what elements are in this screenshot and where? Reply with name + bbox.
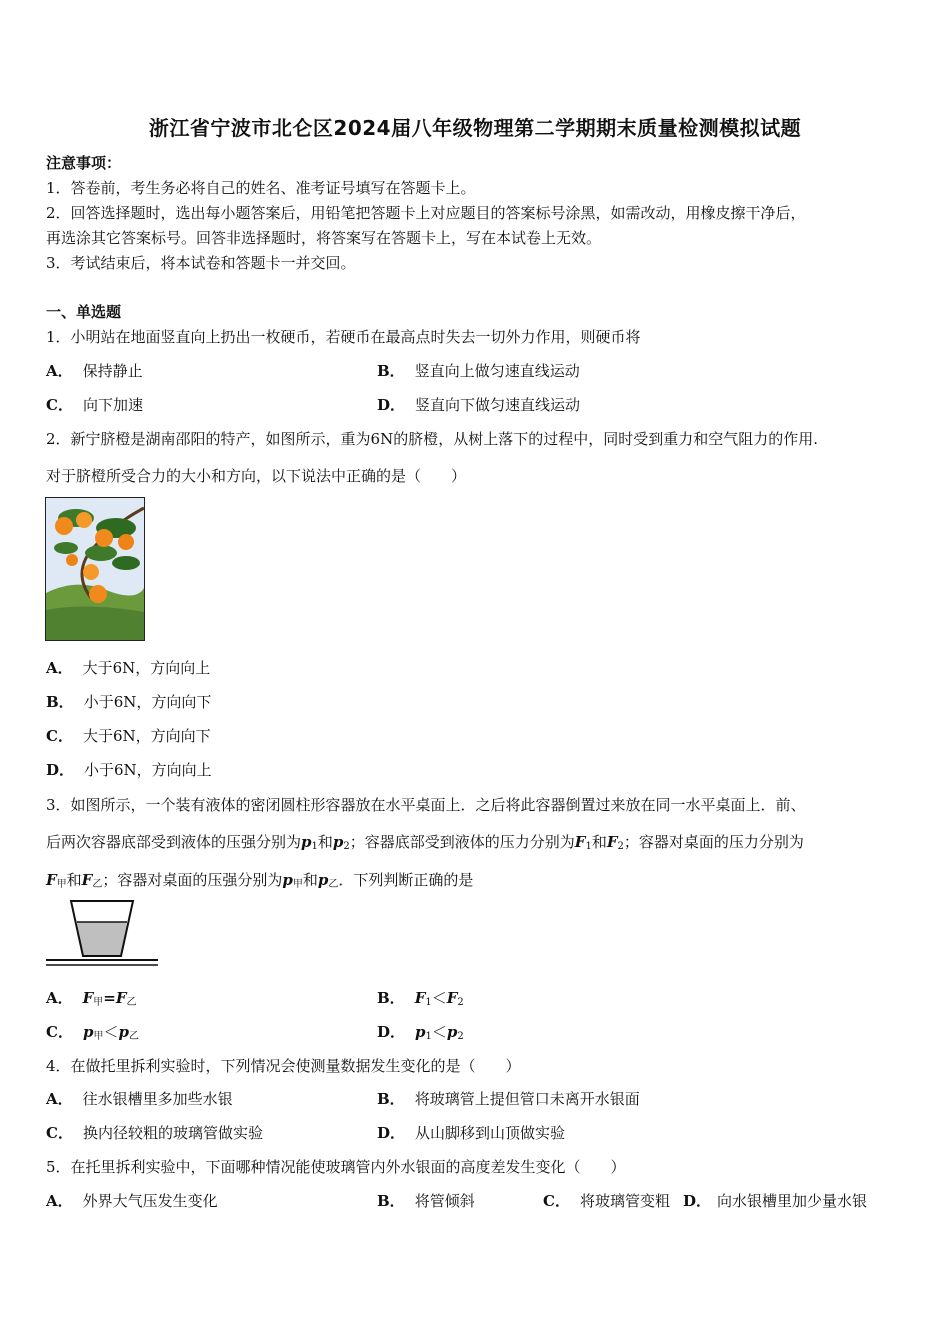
text: 和 [302,871,318,889]
symbol-F: F [446,989,458,1007]
relation: ＜ [431,1023,447,1041]
option-mark: C． [543,1192,570,1210]
option-text: 向水银槽里加少量水银 [717,1192,868,1210]
leaf [112,556,140,570]
q1-option-a[interactable] [46,360,143,381]
symbol-F: F [46,871,57,889]
option-text: 换内径较粗的玻璃管做实验 [82,1124,263,1142]
liquid [77,922,127,956]
q2-option-d[interactable] [46,759,212,780]
option-mark: A． [46,659,73,677]
option-text: 竖直向下做匀速直线运动 [415,396,581,414]
q1-option-d[interactable] [377,394,580,415]
q1-option-b[interactable] [377,360,580,381]
orange [95,529,113,547]
q3-option-c[interactable] [46,1021,139,1042]
option-mark: A． [46,362,73,380]
option-mark: D． [377,1023,406,1041]
orange [89,585,107,603]
text: 和 [591,833,607,851]
q2-stem-cont: 对于脐橙所受合力的大小和方向，以下说法中正确的是（ ） [46,467,467,485]
q2-option-b[interactable] [46,691,211,712]
option-text: 外界大气压发生变化 [82,1192,218,1210]
q5-option-b[interactable] [377,1190,475,1211]
notice-item-2: 2．回答选择题时，选出每小题答案后，用铅笔把答题卡上对应题目的答案标号涂黑，如需改动，用橡皮擦干净后， [46,204,806,222]
text: 和 [317,833,333,851]
q3-option-b[interactable] [377,987,464,1008]
option-text: 大于6N，方向向下 [82,727,211,745]
subscript: 乙 [128,1031,139,1042]
symbol-F: F [574,833,586,851]
option-text: 将管倾斜 [414,1192,475,1210]
symbol-F: F [414,989,426,1007]
q2-option-c[interactable] [46,725,211,746]
q3-option-d[interactable] [377,1021,464,1042]
symbol-p: p [82,1023,94,1041]
subscript: 甲 [93,1031,104,1042]
relation: = [103,989,116,1007]
container-figure [44,898,160,968]
symbol-p: p [332,833,344,851]
subscript: 乙 [126,997,137,1008]
orange [66,554,78,566]
subscript: 2 [343,841,350,852]
subscript: 2 [457,997,464,1008]
relation: ＜ [103,1023,119,1041]
q5-option-c[interactable] [543,1190,670,1211]
q4-stem: 4．在做托里拆利实验时，下列情况会使测量数据发生变化的是（ ） [46,1057,521,1075]
q5-option-d[interactable] [683,1190,867,1211]
q4-option-a[interactable] [46,1088,233,1109]
subscript: 甲 [93,997,104,1008]
option-text: 向下加速 [82,396,143,414]
option-mark: B． [377,362,405,380]
symbol-p: p [301,833,312,851]
q3-option-a[interactable] [46,987,137,1008]
option-mark: A． [46,1090,73,1108]
text: ；容器对桌面的压强分别为 [102,871,283,889]
orange [55,517,73,535]
option-mark: B． [377,1192,405,1210]
subscript: 甲 [292,879,303,890]
option-mark: C． [46,1023,73,1041]
q4-option-c[interactable] [46,1122,263,1143]
option-text: 将玻璃管变粗 [579,1192,670,1210]
option-mark: B． [46,693,74,711]
q4-option-b[interactable] [377,1088,640,1109]
option-mark: C． [46,727,73,745]
option-text: 小于6N，方向向下 [83,693,212,711]
subscript: 2 [457,1031,464,1042]
q4-option-d[interactable] [377,1122,565,1143]
subscript: 2 [617,841,624,852]
q5-stem: 5．在托里拆利实验中，下面哪种情况能使玻璃管内外水银面的高度差发生变化（ ） [46,1158,626,1176]
notice-item-1: 1．答卷前，考生务必将自己的姓名、准考证号填写在答题卡上。 [46,179,476,197]
text: ；容器底部受到液体的压力分别为 [349,833,575,851]
option-text: 将玻璃管上提但管口未离开水银面 [414,1090,640,1108]
symbol-p: p [415,1023,426,1041]
symbol-p: p [446,1023,458,1041]
subscript: 1 [425,997,432,1008]
option-mark: C． [46,396,73,414]
notice-heading: 注意事项： [46,154,122,172]
q2-option-a[interactable] [46,657,210,678]
option-text: 往水银槽里多加些水银 [82,1090,233,1108]
option-mark: D． [46,761,75,779]
text: ；容器对桌面的压力分别为 [623,833,804,851]
option-mark: D． [377,1124,406,1142]
option-mark: A． [46,989,73,1007]
leaf [85,545,117,561]
notice-item-2-cont: 再选涂其它答案标号。回答非选择题时，将答案写在答题卡上，写在本试卷上无效。 [46,229,602,247]
option-mark: B． [377,989,405,1007]
q5-option-a[interactable] [46,1190,218,1211]
subscript: 1 [425,1031,432,1042]
symbol-F: F [81,871,93,889]
relation: ＜ [431,989,447,1007]
symbol-p: p [317,871,329,889]
option-mark: B． [377,1090,405,1108]
page-title: 浙江省宁波市北仑区2024届八年级物理第二学期期末质量检测模拟试题 [148,116,802,140]
section-heading: 一、单选题 [46,303,122,321]
q3-stem: 3．如图所示，一个装有液体的密闭圆柱形容器放在水平桌面上．之后将此容器倒置过来放在同一水平桌面上．前、 [46,796,806,814]
option-text: 小于6N，方向向上 [84,761,212,779]
option-mark: A． [46,1192,73,1210]
text: 后两次容器底部受到液体的压强分别为 [46,833,302,851]
q1-stem: 1．小明站在地面竖直向上扔出一枚硬币，若硬币在最高点时失去一切外力作用，则硬币将 [46,328,641,346]
option-text: 大于6N，方向向上 [82,659,211,677]
orange [83,564,99,580]
orange [76,512,92,528]
symbol-F: F [606,833,618,851]
subscript: 乙 [328,879,339,890]
leaf [54,542,78,554]
symbol-F: F [82,989,94,1007]
text: 和 [66,871,82,889]
q3-stem-line2 [46,831,804,852]
q3-stem-line3 [46,869,473,890]
field [46,606,144,640]
symbol-F: F [115,989,127,1007]
option-mark: C． [46,1124,73,1142]
subscript: 甲 [56,879,67,890]
option-mark: D． [377,396,406,414]
option-text: 保持静止 [82,362,143,380]
notice-item-3: 3．考试结束后，将本试卷和答题卡一并交回。 [46,254,356,272]
option-mark: D． [683,1192,712,1210]
option-text: 竖直向上做匀速直线运动 [414,362,580,380]
orange [118,534,134,550]
subscript: 1 [585,841,592,852]
q2-stem: 2．新宁脐橙是湖南邵阳的特产，如图所示，重为6N的脐橙，从树上落下的过程中，同时受到重力和空气阻力的作用. [46,430,818,448]
text: ．下列判断正确的是 [338,871,474,889]
q1-option-c[interactable] [46,394,143,415]
option-text: 从山脚移到山顶做实验 [415,1124,566,1142]
subscript: 乙 [92,879,103,890]
symbol-p: p [282,871,293,889]
subscript: 1 [311,841,318,852]
symbol-p: p [118,1023,129,1041]
orange-tree-figure [45,497,145,641]
